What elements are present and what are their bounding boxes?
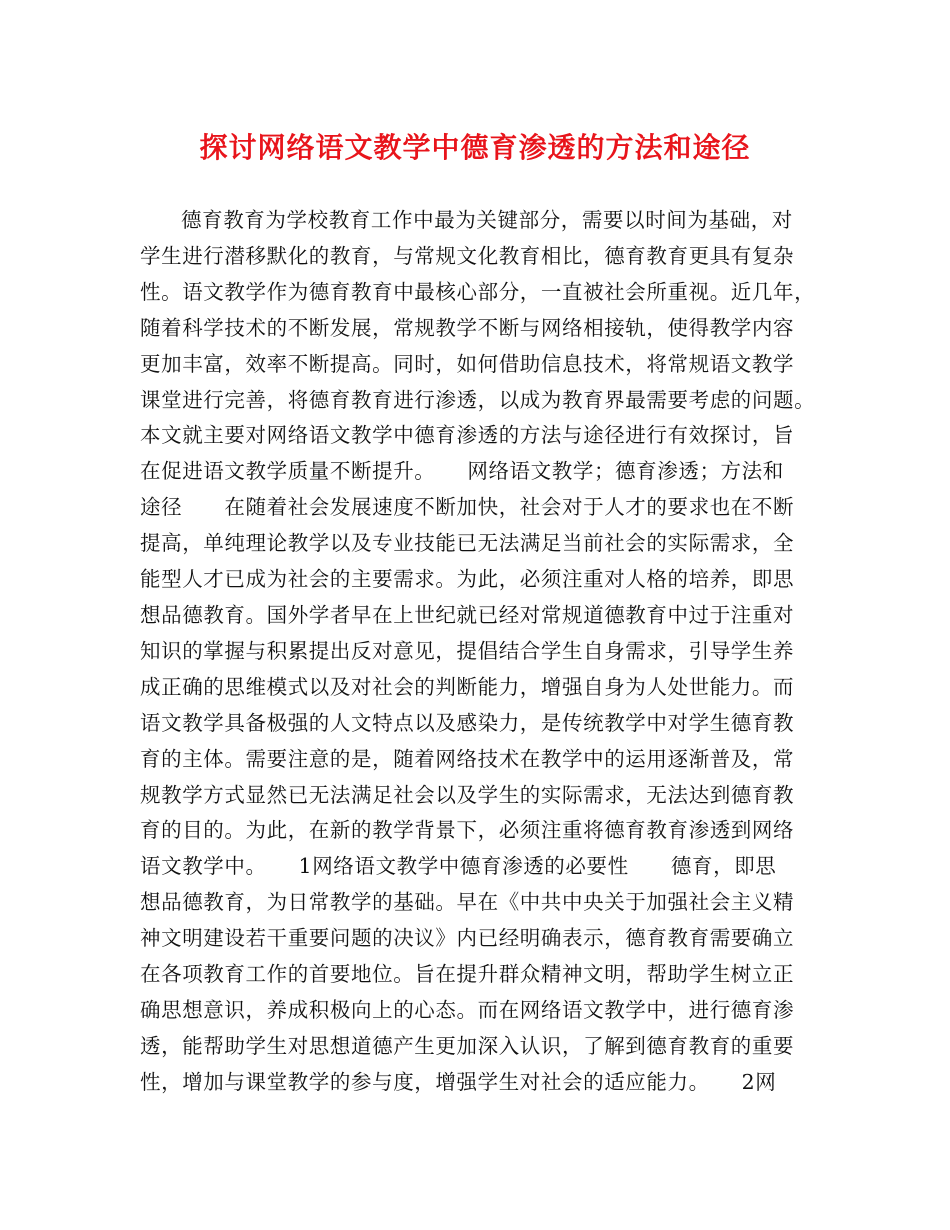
- body-line: 透，能帮助学生对思想道德产生更加深入认识，了解到德育教育的重要: [140, 1033, 795, 1058]
- body-line: 更加丰富，效率不断提高。同时，如何借助信息技术，将常规语文教学: [140, 351, 795, 376]
- body-line: 随着科学技术的不断发展，常规教学不断与网络相接轨，使得教学内容: [140, 315, 795, 340]
- body-line: 育的主体。需要注意的是，随着网络技术在教学中的运用逐渐普及，常: [140, 746, 795, 771]
- body-line: 想品德教育。国外学者早在上世纪就已经对常规道德教育中过于注重对: [140, 602, 795, 627]
- body-line: 学生进行潜移默化的教育，与常规文化教育相比，德育教育更具有复杂: [140, 243, 795, 268]
- body-line: 语文教学中。 1网络语文教学中德育渗透的必要性 德育，即思: [140, 854, 777, 879]
- body-line: 规教学方式显然已无法满足社会以及学生的实际需求，无法达到德育教: [140, 782, 795, 807]
- body-line: 育的目的。为此，在新的教学背景下，必须注重将德育教育渗透到网络: [140, 818, 795, 843]
- body-line: 确思想意识，养成积极向上的心态。而在网络语文教学中，进行德育渗: [140, 997, 795, 1022]
- body-line: 途径 在随着社会发展速度不断加快，社会对于人才的要求也在不断: [140, 495, 795, 520]
- body-line: 性，增加与课堂教学的参与度，增强学生对社会的适应能力。 2网: [140, 1069, 777, 1094]
- document-body: [140, 203, 820, 1101]
- body-line: 在促进语文教学质量不断提升。 网络语文教学；德育渗透；方法和: [140, 459, 784, 484]
- body-line: 知识的掌握与积累提出反对意见，提倡结合学生自身需求，引导学生养: [140, 638, 795, 663]
- body-line: 德育教育为学校教育工作中最为关键部分，需要以时间为基础，对: [181, 208, 793, 232]
- body-line: 成正确的思维模式以及对社会的判断能力，增强自身为人处世能力。而: [140, 674, 795, 699]
- body-line: 在各项教育工作的首要地位。旨在提升群众精神文明，帮助学生树立正: [140, 962, 795, 987]
- body-line: 语文教学具备极强的人文特点以及感染力，是传统教学中对学生德育教: [140, 710, 795, 735]
- body-line: 性。语文教学作为德育教育中最核心部分，一直被社会所重视。近几年，: [140, 279, 816, 304]
- body-line: 课堂进行完善，将德育教育进行渗透，以成为教育界最需要考虑的问题。: [140, 387, 816, 412]
- document-title: 探讨网络语文教学中德育渗透的方法和途径: [199, 131, 751, 164]
- body-line: 提高，单纯理论教学以及专业技能已无法满足当前社会的实际需求，全: [140, 531, 795, 556]
- body-line: 能型人才已成为社会的主要需求。为此，必须注重对人格的培养，即思: [140, 567, 795, 592]
- body-line: 想品德教育，为日常教学的基础。早在《中共中央关于加强社会主义精: [140, 890, 795, 915]
- body-line: 神文明建设若干重要问题的决议》内已经明确表示，德育教育需要确立: [140, 926, 795, 951]
- body-line: 本文就主要对网络语文教学中德育渗透的方法与途径进行有效探讨，旨: [140, 423, 795, 448]
